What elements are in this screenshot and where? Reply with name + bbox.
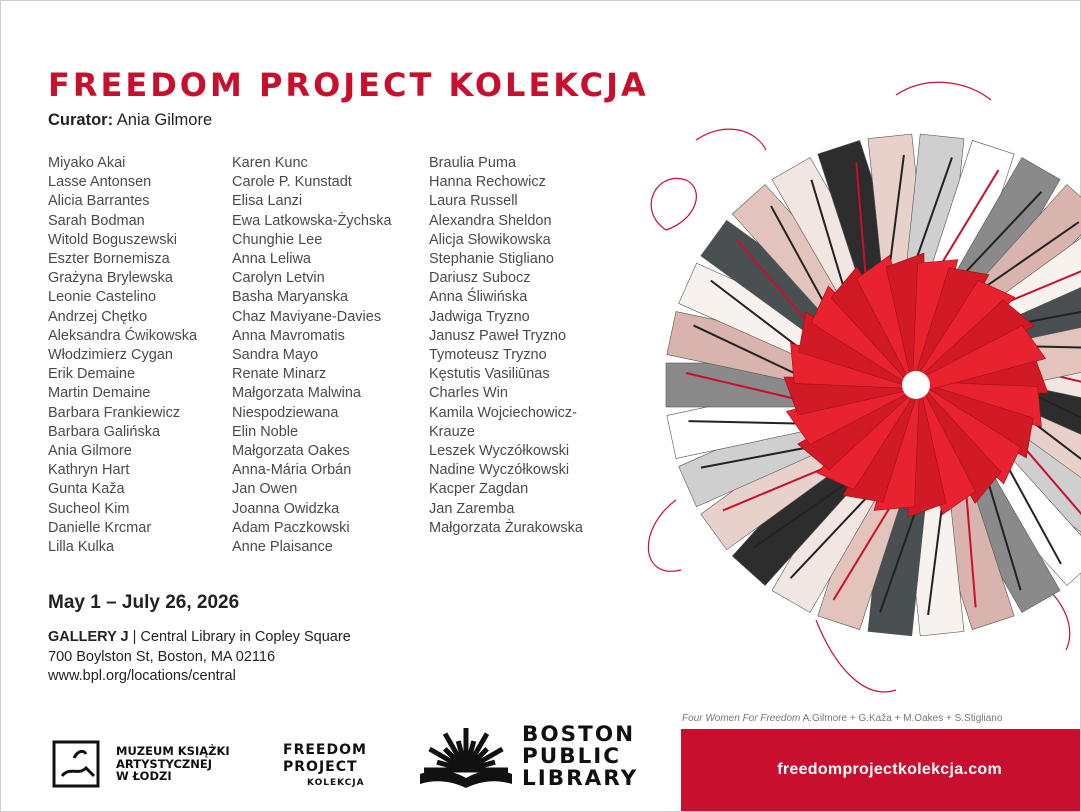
open-book-icon: [416, 724, 516, 794]
artist-name: Włodzimierz Cygan: [48, 347, 173, 364]
exhibition-dates: May 1 – July 26, 2026: [48, 592, 240, 613]
curator-label: Curator:: [48, 111, 114, 129]
artist-name: Anne Plaisance: [232, 539, 333, 556]
website-banner: [681, 729, 1080, 811]
muzeum-logo: [52, 740, 252, 792]
bpl-line-3: LIBRARY: [522, 766, 639, 791]
artist-name: Karen Kunc: [232, 155, 308, 171]
artist-name: Dariusz Subocz: [429, 270, 531, 287]
artist-name: Sucheol Kim: [48, 500, 130, 517]
artist-name: Barbara Galińska: [48, 423, 161, 440]
artist-name: Carolyn Letvin: [232, 270, 325, 287]
muzeum-line-1: MUZEUM KSIĄŻKI: [116, 744, 230, 758]
artist-name: Krauze: [429, 423, 475, 440]
artist-list-col-3: [429, 154, 583, 538]
muzeum-logo-text: [116, 745, 230, 783]
freedom-project-logo: [283, 742, 383, 792]
artist-name: Laura Russell: [429, 193, 518, 210]
artist-name: Anna-Mária Orbán: [232, 462, 352, 479]
muzeum-line-2: ARTYSTYCZNEJ: [116, 756, 212, 771]
artist-name: Jan Owen: [232, 481, 298, 498]
artist-name: Carole P. Kunstadt: [232, 174, 352, 191]
artist-name: Anna Mavromatis: [232, 327, 345, 344]
artist-name: Kamila Wojciechowicz-: [429, 404, 577, 421]
caption-title: Four Women For Freedom: [682, 713, 801, 724]
venue-line: [48, 628, 351, 648]
artist-name: Miyako Akai: [48, 155, 126, 171]
artist-name: Elin Noble: [232, 423, 299, 440]
fp-logo-line-3: KOLEKCJA: [307, 778, 365, 788]
artist-name: Kacper Zagdan: [429, 481, 529, 498]
artist-list-col-2: [232, 154, 392, 557]
venue-url[interactable]: www.bpl.org/locations/central: [48, 668, 236, 684]
artist-name: Aleksandra Ćwikowska: [48, 327, 198, 344]
artist-name: Jadwiga Tryzno: [429, 308, 530, 325]
artist-name: Nadine Wyczółkowski: [429, 462, 570, 479]
artist-name: Leonie Castelino: [48, 289, 157, 306]
venue-address: 700 Boylston St, Boston, MA 02116: [48, 648, 276, 665]
artist-name: Małgorzata Oakes: [232, 443, 350, 460]
artist-name: Adam Paczkowski: [232, 519, 350, 536]
artist-name: Charles Win: [429, 385, 508, 402]
artist-name: Eszter Bornemisza: [48, 251, 170, 268]
artist-name: Janusz Paweł Tryzno: [429, 327, 567, 344]
bpl-line-1: BOSTON: [522, 722, 636, 747]
bpl-logo-text: [522, 724, 638, 790]
artist-name: Basha Maryanska: [232, 289, 349, 306]
artist-name: Gunta Kaža: [48, 481, 125, 498]
artist-name: Tymoteusz Tryzno: [429, 347, 547, 364]
artist-name: Ania Gilmore: [48, 443, 132, 460]
caption-credits: A.Gilmore + G.Kaža + M.Oakes + S.Stigliano: [800, 713, 1003, 724]
artist-name: Chunghie Lee: [232, 231, 323, 248]
artist-name: Kathryn Hart: [48, 462, 130, 479]
curator-line: [48, 111, 212, 130]
venue-separator: |: [128, 629, 141, 645]
venue-location: Central Library in Copley Square: [140, 629, 351, 645]
artist-name: Anna Leliwa: [232, 251, 311, 268]
artist-list-col-1: [48, 154, 197, 557]
artist-name: Sarah Bodman: [48, 212, 145, 229]
fp-logo-line-2: PROJECT: [283, 759, 358, 775]
artist-name: Andrzej Chętko: [48, 308, 148, 325]
bpl-line-2: PUBLIC: [522, 744, 622, 769]
gallery-name: GALLERY J: [48, 629, 129, 645]
artist-name: Chaz Maviyane-Davies: [232, 308, 382, 325]
artist-name: Grażyna Brylewska: [48, 270, 173, 287]
page-title: FREEDOM PROJECT KOLEKCJA: [48, 66, 649, 104]
artist-name: Erik Demaine: [48, 366, 136, 383]
artist-name: Leszek Wyczółkowski: [429, 443, 570, 460]
artist-name: Niespodziewana: [232, 404, 339, 421]
artwork-caption: [682, 713, 1002, 724]
artist-name: Renate Minarz: [232, 366, 327, 383]
artist-name: Lasse Antonsen: [48, 174, 152, 191]
artist-name: Stephanie Stigliano: [429, 251, 554, 268]
fp-logo-line-1: FREEDOM: [283, 742, 367, 758]
artist-name: Danielle Krcmar: [48, 519, 152, 536]
artist-name: Ewa Latkowska-Żychska: [232, 212, 392, 229]
artist-name: Sandra Mayo: [232, 347, 319, 364]
artwork-rosette: [596, 60, 1081, 710]
artist-name: Małgorzata Malwina: [232, 385, 361, 402]
artist-name: Martin Demaine: [48, 385, 151, 402]
artist-name: Alicia Barrantes: [48, 193, 150, 210]
artist-name: Małgorzata Żurakowska: [429, 519, 583, 536]
artist-name: Jan Zaremba: [429, 500, 515, 517]
venue-block: [48, 628, 351, 687]
curator-name: Ania Gilmore: [116, 111, 213, 129]
artist-name: Barbara Frankiewicz: [48, 404, 181, 421]
artist-name: Lilla Kulka: [48, 539, 115, 556]
artist-name: Witold Boguszewski: [48, 231, 177, 248]
artist-name: Anna Śliwińska: [429, 289, 528, 306]
artist-name: Alexandra Sheldon: [429, 212, 552, 229]
muzeum-line-3: W ŁODZI: [116, 769, 172, 783]
artist-name: Elisa Lanzi: [232, 193, 303, 210]
rosette-center: [902, 371, 930, 399]
muzeum-logo-icon: [52, 740, 102, 792]
bpl-logo: [416, 724, 646, 796]
website-link[interactable]: freedomprojectkolekcja.com: [777, 761, 1002, 778]
artist-name: Alicja Słowikowska: [429, 231, 551, 248]
artist-name: Hanna Rechowicz: [429, 174, 546, 191]
artist-name: Joanna Owidzka: [232, 500, 340, 517]
artist-name: Kęstutis Vasiliūnas: [429, 366, 550, 383]
artist-name: Braulia Puma: [429, 155, 517, 171]
